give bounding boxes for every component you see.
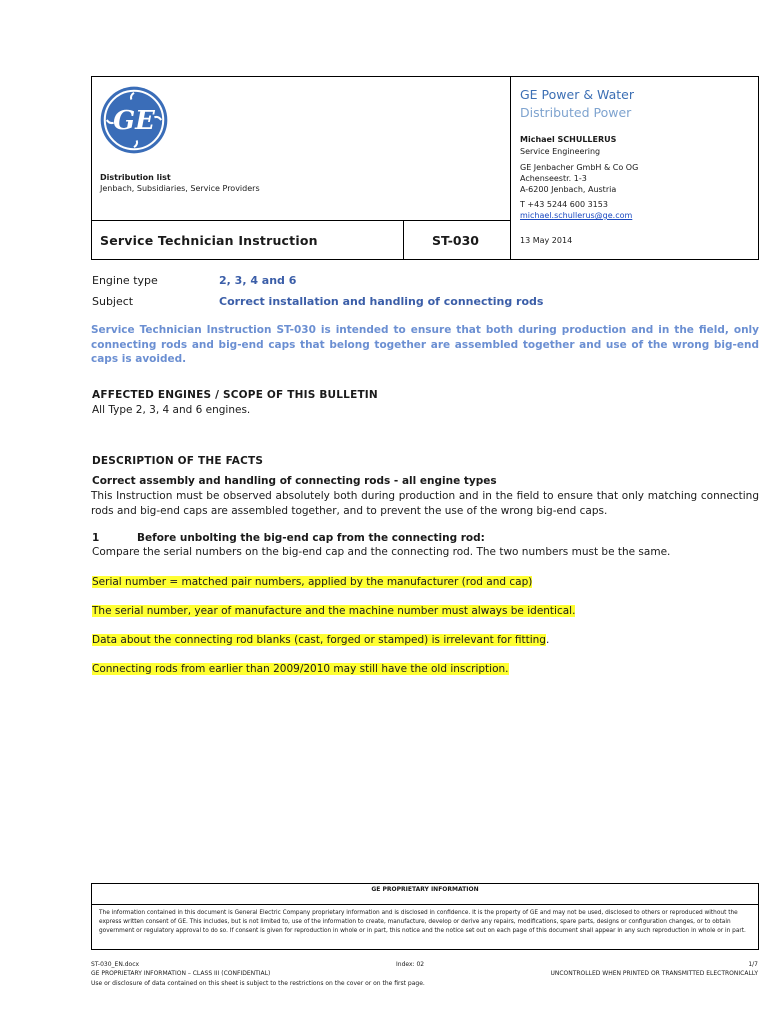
proprietary-divider (92, 904, 758, 905)
footer-filename: ST-030_EN.docx (91, 961, 140, 968)
step-title: Before unbolting the big-end cap from the connecting rod: (137, 532, 485, 544)
description-heading: DESCRIPTION OF THE FACTS (92, 455, 264, 467)
proprietary-text: The information contained in this document is General Electric Company proprietary information and is disclosed in confidence. It is the property of GE and may not be used, disclosed to others or reproduced without the express written consent of GE. This includes, but is not limited to, use of the information to create, manufacture, develop or derive any repairs, modifications, spare parts, designs or configuration changes, or to obtain government or regulatory approval to do so. If consent is given for reproduction in whole or in part, this notice and the notice set out on each page of this document shall appear in any such reproduction in whole or in part. (99, 910, 746, 934)
highlight-note (92, 634, 549, 646)
contact-dept: Service Engineering (520, 147, 601, 156)
footer-index: Index: 02 (396, 961, 425, 968)
brand-line1: GE Power & Water (520, 87, 634, 102)
description-paragraph: This Instruction must be observed absolutely both during production and in the field to ensure that only matching connecting rods and big-end caps are assembled together, and to prevent the use of the wrong big-end caps. (91, 490, 759, 517)
footer-page: 1/7 (748, 961, 758, 968)
highlight-note (92, 576, 532, 588)
highlight-text: The serial number, year of manufacture and the machine number must always be identical. (92, 605, 576, 617)
engine-type-value: 2, 3, 4 and 6 (219, 274, 297, 287)
highlight-text: Connecting rods from earlier than 2009/2010 may still have the old inscription. (92, 663, 509, 675)
brand-line2: Distributed Power (520, 105, 632, 120)
header-date: 13 May 2014 (520, 236, 573, 245)
affected-heading: AFFECTED ENGINES / SCOPE OF THIS BULLETIN (92, 389, 378, 401)
highlight-note (92, 605, 575, 617)
footer-restriction: Use or disclosure of data contained on this sheet is subject to the restrictions on the cover or on the first page. (91, 980, 425, 987)
ge-logo (100, 86, 168, 154)
header-divider-title (403, 220, 404, 260)
distribution-text: Jenbach, Subsidiaries, Service Providers (100, 184, 260, 193)
distribution-title: Distribution list (100, 173, 171, 182)
contact-phone: T +43 5244 600 3153 (520, 200, 608, 209)
footer-uncontrolled: UNCONTROLLED WHEN PRINTED OR TRANSMITTED ELECTRONICALLY (550, 970, 758, 977)
highlight-trailing: . (545, 634, 550, 646)
proprietary-title: GE PROPRIETARY INFORMATION (371, 886, 479, 893)
affected-text: All Type 2, 3, 4 and 6 engines. (92, 404, 251, 416)
highlight-text: Data about the connecting rod blanks (cast, forged or stamped) is irrelevant for fitting (92, 634, 546, 646)
contact-email-link[interactable]: michael.schullerus@ge.com (520, 211, 633, 220)
description-subheading: Correct assembly and handling of connecting rods - all engine types (92, 475, 497, 487)
subject-value: Correct installation and handling of connecting rods (219, 295, 544, 308)
header-divider-vertical (510, 77, 511, 259)
engine-type-label: Engine type (92, 274, 158, 287)
step-number: 1 (92, 532, 100, 544)
doc-title: Service Technician Instruction (100, 233, 318, 248)
highlight-text: Serial number = matched pair numbers, applied by the manufacturer (rod and cap) (92, 576, 533, 588)
contact-company: GE Jenbacher GmbH & Co OG (520, 163, 639, 172)
contact-city: A-6200 Jenbach, Austria (520, 185, 617, 194)
contact-street: Achenseestr. 1-3 (520, 174, 587, 183)
subject-label: Subject (92, 295, 134, 308)
intro-paragraph: Service Technician Instruction ST-030 is intended to ensure that both during production and in the field, only connecting rods and big-end caps that belong together are assembled together and use of the wrong big-end caps is avoided. (91, 324, 759, 365)
doc-number: ST-030 (432, 233, 479, 248)
highlight-note (92, 663, 509, 675)
header-divider-horizontal (92, 220, 510, 221)
contact-name: Michael SCHULLERUS (520, 135, 617, 144)
footer-class: GE PROPRIETARY INFORMATION – CLASS III (CONFIDENTIAL) (91, 970, 271, 977)
svg-text:GE: GE (113, 105, 155, 136)
step-text: Compare the serial numbers on the big-end cap and the connecting rod. The two numbers must be the same. (92, 546, 671, 558)
